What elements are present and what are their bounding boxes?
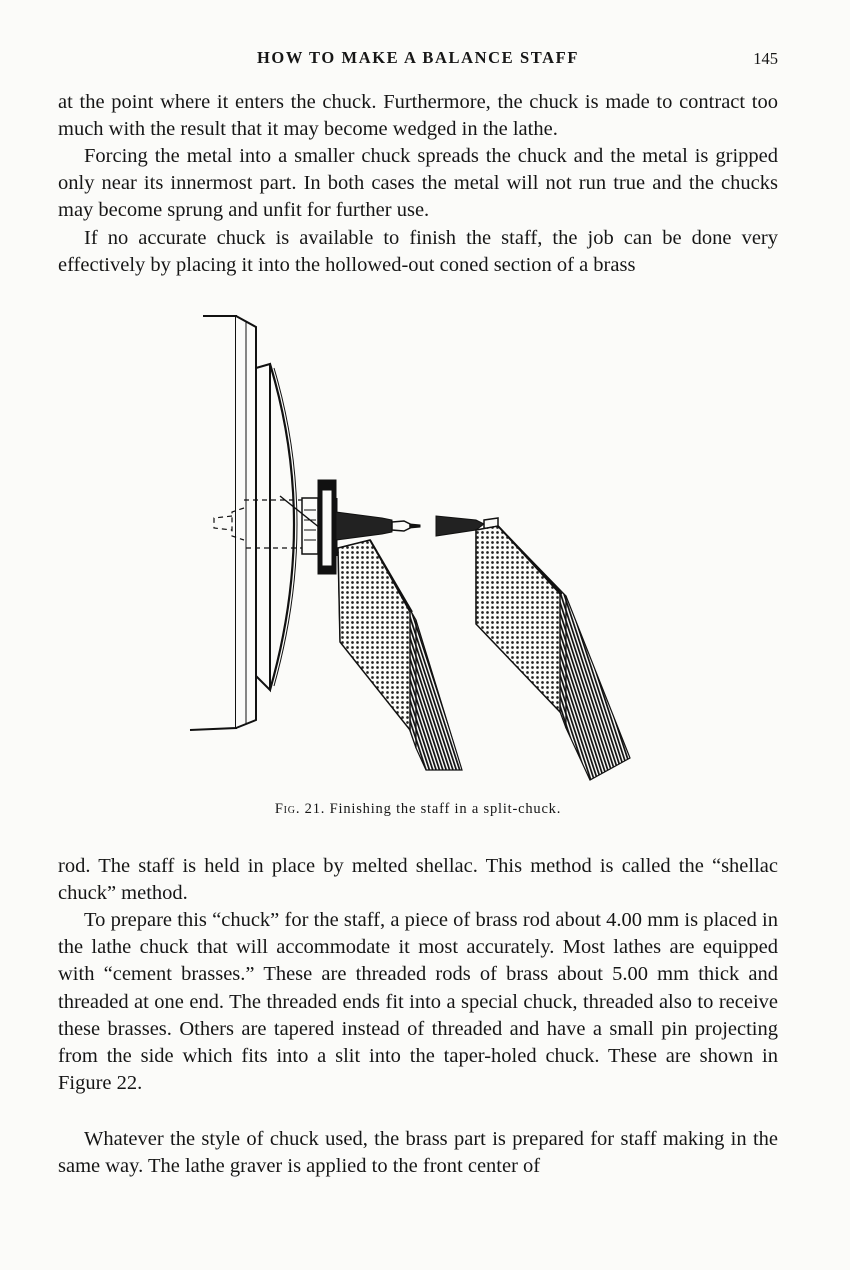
lathe-face-plate bbox=[190, 316, 297, 730]
paragraph-continuation: at the point where it enters the chuck. Furthermore, the chuck is made to contract too much with the result that it may become wedged in the lathe. bbox=[58, 91, 778, 141]
paragraph-forcing-metal: Forcing the metal into a smaller chuck spreads the chuck and the metal is gripped only near its innermost part. In both cases the metal will not run true and the chucks may become sprung and unfit for further use. bbox=[58, 145, 778, 222]
page-header bbox=[58, 48, 778, 72]
graver-tool-right bbox=[476, 526, 630, 780]
split-chuck bbox=[280, 480, 336, 574]
paragraph-shellac-method: rod. The staff is held in place by melted shellac. This method is called the “shellac chuck” method. bbox=[58, 855, 778, 905]
graver-tool-left bbox=[338, 540, 462, 770]
figure-caption bbox=[58, 801, 778, 818]
paragraph-accurate-chuck: If no accurate chuck is available to finish the staff, the job can be done very effectively by placing it into the hollowed-out coned section of a brass bbox=[58, 227, 778, 277]
paragraph-prepare-chuck: To prepare this “chuck” for the staff, a piece of brass rod about 4.00 mm is placed in the lathe chuck that will accommodate it most accurately. Most lathes are equipped with “cement brasses.” These are threaded rods of brass about 5.00 mm thick and threaded at one end. The threaded ends fit into a special chuck, threaded also to receive these brasses. Others are tapered instead of threaded and have a small pin projecting from the side which fits into a slit into the taper-holed chuck. These are shown in Figure 22. bbox=[58, 909, 778, 1095]
page-number: 145 bbox=[753, 49, 778, 68]
figure-caption-text: Finishing the staff in a split-chuck. bbox=[329, 801, 562, 817]
figure-21-illustration bbox=[180, 300, 640, 790]
running-head: HOW TO MAKE A BALANCE STAFF bbox=[256, 48, 580, 67]
paragraph-whatever-style: Whatever the style of chuck used, the brass part is prepared for staff making in the same way. The lathe graver is applied to the front center of bbox=[58, 1128, 778, 1178]
balance-staff bbox=[336, 512, 420, 540]
figure-label: Fig. 21. bbox=[274, 801, 326, 817]
